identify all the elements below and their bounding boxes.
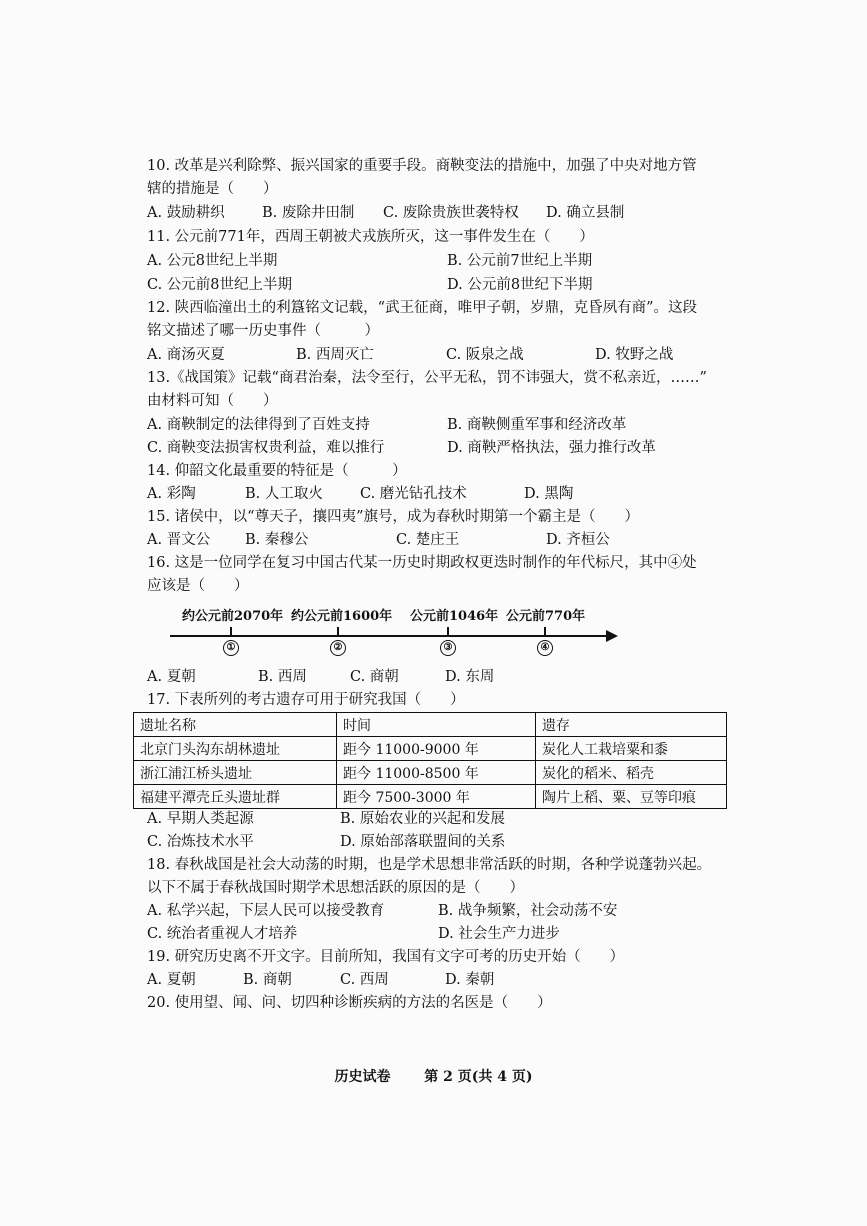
- q12-option-c: C. 阪泉之战: [446, 347, 524, 363]
- q12-option-b: B. 西周灭亡: [296, 347, 374, 363]
- timeline-tick-3: [447, 627, 449, 637]
- page-footer: [0, 1066, 867, 1086]
- q18-option-d: D. 社会生产力进步: [438, 926, 560, 942]
- q14-option-a: A. 彩陶: [147, 486, 196, 502]
- q17-option-c: C. 冶炼技术水平: [147, 834, 254, 850]
- q16-option-d: D. 东周: [445, 669, 495, 685]
- q11-stem: 11. 公元前771年，西周王朝被犬戎族所灭，这一事件发生在（ ）: [147, 229, 594, 245]
- q13-option-a: A. 商鞅制定的法律得到了百姓支持: [147, 417, 370, 433]
- q12-stem-line1: 12. 陕西临潼出土的利簋铭文记载，“武王征商，唯甲子朝，岁鼎，克昏夙有商”。这段: [147, 300, 697, 316]
- q19-option-a: A. 夏朝: [147, 972, 196, 988]
- timeline-tick-4: [544, 627, 546, 637]
- table-cell: 炭化人工栽培粟和黍: [536, 737, 727, 761]
- q11-option-d: D. 公元前8世纪下半期: [447, 277, 593, 293]
- timeline-tick-1: [230, 627, 232, 637]
- q18-stem-line2: 以下不属于春秋战国时期学术思想活跃的原因的是（ ）: [147, 880, 524, 896]
- q15-option-a: A. 晋文公: [147, 532, 211, 548]
- q13-option-c: C. 商鞅变法损害权贵利益，难以推行: [147, 440, 385, 456]
- q17-sites-table: [133, 712, 727, 809]
- q14-option-c: C. 磨光钻孔技术: [360, 486, 467, 502]
- q13-option-b: B. 商鞅侧重军事和经济改革: [447, 417, 627, 433]
- table-row: [134, 785, 727, 809]
- q11-option-c: C. 公元前8世纪上半期: [147, 277, 293, 293]
- q10-option-c: C. 废除贵族世袭特权: [383, 205, 519, 221]
- table-cell: 炭化的稻米、稻壳: [536, 761, 727, 785]
- timeline-marker-2: ②: [330, 640, 346, 656]
- q19-stem: 19. 研究历史离不开文字。目前所知，我国有文字可考的历史开始（ ）: [147, 949, 625, 965]
- q18-option-a: A. 私学兴起，下层人民可以接受教育: [147, 903, 385, 919]
- q19-option-d: D. 秦朝: [445, 972, 495, 988]
- table-cell: 距今 11000-8500 年: [337, 761, 536, 785]
- q12-option-d: D. 牧野之战: [595, 347, 674, 363]
- q19-option-c: C. 西周: [340, 972, 389, 988]
- q17-option-a: A. 早期人类起源: [147, 811, 254, 827]
- q18-option-b: B. 战争频繁，社会动荡不安: [438, 903, 618, 919]
- q11-option-b: B. 公元前7世纪上半期: [447, 253, 593, 269]
- q10-option-d: D. 确立县制: [546, 205, 625, 221]
- timeline-label-2: 约公元前1600年: [291, 609, 393, 624]
- q14-stem: 14. 仰韶文化最重要的特征是（ ）: [147, 463, 407, 479]
- q15-option-d: D. 齐桓公: [546, 532, 610, 548]
- q15-stem: 15. 诸侯中，以“尊天子，攘四夷”旗号，成为春秋时期第一个霸主是（ ）: [147, 509, 639, 525]
- timeline-arrow-icon: [606, 630, 618, 642]
- timeline-marker-1: ①: [223, 640, 239, 656]
- table-header-row: [134, 713, 727, 737]
- table-cell: 距今 11000-9000 年: [337, 737, 536, 761]
- q15-option-c: C. 楚庄王: [396, 532, 460, 548]
- q11-option-a: A. 公元8世纪上半期: [147, 253, 278, 269]
- q14-option-d: D. 黑陶: [524, 486, 574, 502]
- table-cell: 福建平潭壳丘头遗址群: [134, 785, 337, 809]
- q16-option-b: B. 西周: [258, 669, 307, 685]
- table-header-cell: 时间: [337, 713, 536, 737]
- q16-option-c: C. 商朝: [350, 669, 399, 685]
- q10-option-b: B. 废除井田制: [262, 205, 355, 221]
- table-cell: 浙江浦江桥头遗址: [134, 761, 337, 785]
- table-row: [134, 737, 727, 761]
- q17-option-b: B. 原始农业的兴起和发展: [340, 811, 505, 827]
- q14-option-b: B. 人工取火: [245, 486, 323, 502]
- q20-stem: 20. 使用望、闻、问、切四种诊断疾病的方法的名医是（ ）: [147, 995, 552, 1011]
- q13-stem-line2: 由材料可知（ ）: [147, 393, 278, 409]
- q16-stem-line2: 应该是（ ）: [147, 578, 249, 594]
- timeline-marker-3: ③: [440, 640, 456, 656]
- q12-stem-line2: 铭文描述了哪一历史事件（ ）: [147, 323, 379, 339]
- q13-option-d: D. 商鞅严格执法，强力推行改革: [447, 440, 656, 456]
- q19-option-b: B. 商朝: [243, 972, 292, 988]
- table-cell: 北京门头沟东胡林遗址: [134, 737, 337, 761]
- timeline-tick-2: [337, 627, 339, 637]
- q18-option-c: C. 统治者重视人才培养: [147, 926, 298, 942]
- q17-option-d: D. 原始部落联盟间的关系: [340, 834, 506, 850]
- table-header-cell: 遗址名称: [134, 713, 337, 737]
- q10-stem-line1: 10. 改革是兴利除弊、振兴国家的重要手段。商鞅变法的措施中，加强了中央对地方管: [147, 158, 697, 174]
- timeline-label-1: 约公元前2070年: [182, 609, 284, 624]
- table-header-cell: 遗存: [536, 713, 727, 737]
- q12-option-a: A. 商汤灭夏: [147, 347, 225, 363]
- q10-option-a: A. 鼓励耕织: [147, 205, 225, 221]
- q16-timeline: [170, 605, 630, 665]
- q10-stem-line2: 辖的措施是（ ）: [147, 181, 278, 197]
- table-row: [134, 761, 727, 785]
- timeline-label-3: 公元前1046年: [410, 609, 499, 624]
- footer-page-number: 第 2 页(共 4 页): [424, 1069, 533, 1085]
- q16-option-a: A. 夏朝: [147, 669, 196, 685]
- footer-subject: 历史试卷: [334, 1069, 391, 1085]
- q16-stem-line1: 16. 这是一位同学在复习中国古代某一历史时期政权更迭时制作的年代标尺，其中④处: [147, 555, 697, 571]
- table-cell: 距今 7500-3000 年: [337, 785, 536, 809]
- q17-stem: 17. 下表所列的考古遗存可用于研究我国（ ）: [147, 692, 465, 708]
- timeline-label-4: 公元前770年: [506, 609, 586, 624]
- timeline-marker-4: ④: [537, 640, 553, 656]
- q15-option-b: B. 秦穆公: [245, 532, 309, 548]
- q13-stem-line1: 13.《战国策》记载“商君治秦，法令至行，公平无私，罚不讳强大，赏不私亲近，……”: [147, 370, 707, 386]
- q18-stem-line1: 18. 春秋战国是社会大动荡的时期，也是学术思想非常活跃的时期，各种学说蓬勃兴起。: [147, 857, 712, 873]
- table-cell: 陶片上稻、粟、豆等印痕: [536, 785, 727, 809]
